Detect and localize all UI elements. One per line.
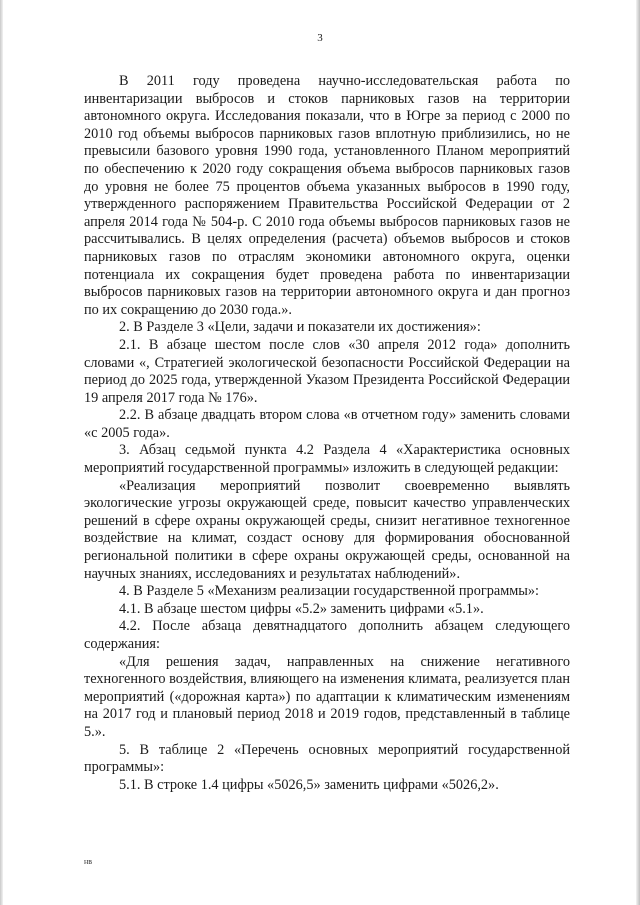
paragraph-section-4: 3. Абзац седьмой пункта 4.2 Раздела 4 «Характеристика основных мероприятий государственной программы» изложить в следующей редакции:: [84, 442, 570, 477]
paragraph-section-3: 2. В Разделе 3 «Цели, задачи и показатели их достижения»:: [119, 319, 481, 336]
paragraph-section-5: 4. В Разделе 5 «Механизм реализации государственной программы»:: [119, 583, 540, 600]
footer-mark: нв: [84, 857, 93, 866]
paragraph-5-1: 5.1. В строке 1.4 цифры «5026,5» заменить цифрами «5026,2».: [119, 776, 499, 793]
page-number: 3: [317, 32, 323, 44]
scan-edge-right: [636, 0, 640, 905]
paragraph-ghg-inventory: В 2011 году проведена научно-исследовательская работа по инвентаризации выбросов и стоков парниковых газов на территории автономного округа. Исследования показали, что в Югре за период с 2000 по 2010 год объемы выбросов парниковых газов вплотную приблизились, но не превысили базового уровня 1990 года, установленного Планом мероприятий по обеспечению к 2020 году сокращения объема выбросов парниковых газов до уровня не более 75 процентов объема указанных выбросов в 1990 году, утвержденного распоряжением Правительства Российской Федерации от 2 апреля 2014 года № 504-р. С 2010 года объемы выбросов парниковых газов не рассчитывались. В целях определения (расчета) объемов выбросов и стоков парниковых газов по отраслям экономики автономного округа, оценки потенциала их сокращения будет проведена работа по инвентаризации выбросов парниковых газов на территории автономного округа и дан прогноз по их сокращению до 2030 года.».: [84, 73, 570, 318]
paragraph-quote-roadmap: «Для решения задач, направленных на снижение негативного техногенного воздействия, влияющего на изменения климата, реализуется план мероприятий («дорожная карта») по адаптации к климатическим изменениям на 2017 год и плановый период 2018 и 2019 годов, представленный в таблице 5.».: [84, 653, 570, 740]
paragraph-4-1: 4.1. В абзаце шестом цифры «5.2» заменить цифрами «5.1».: [119, 600, 484, 617]
scan-edge-left: [0, 0, 3, 905]
paragraph-2-1: 2.1. В абзаце шестом после слов «30 апреля 2012 года» дополнить словами «, Стратегией экологической безопасности Российской Федерации на период до 2025 года, утвержденной Указом Президента Российской Федерации 19 апреля 2017 года № 176».: [84, 336, 570, 406]
document-body: [84, 73, 570, 794]
paragraph-table-2: 5. В таблице 2 «Перечень основных мероприятий государственной программы»:: [84, 741, 570, 776]
paragraph-4-2: 4.2. После абзаца девятнадцатого дополнить абзацем следующего содержания:: [84, 618, 570, 652]
paragraph-2-2: 2.2. В абзаце двадцать втором слова «в отчетном году» заменить словами «с 2005 года».: [84, 407, 570, 441]
paragraph-quote-measures: «Реализация мероприятий позволит своевременно выявлять экологические угрозы окружающей среде, повысит качество управленческих решений в сфере охраны окружающей среды, снизит негативное техногенное воздействие на климат, создаст основу для формирования обоснованной региональной политики в сфере охраны окружающей среды, основанной на научных знаниях, исследованиях и результатах наблюдений».: [84, 477, 570, 582]
